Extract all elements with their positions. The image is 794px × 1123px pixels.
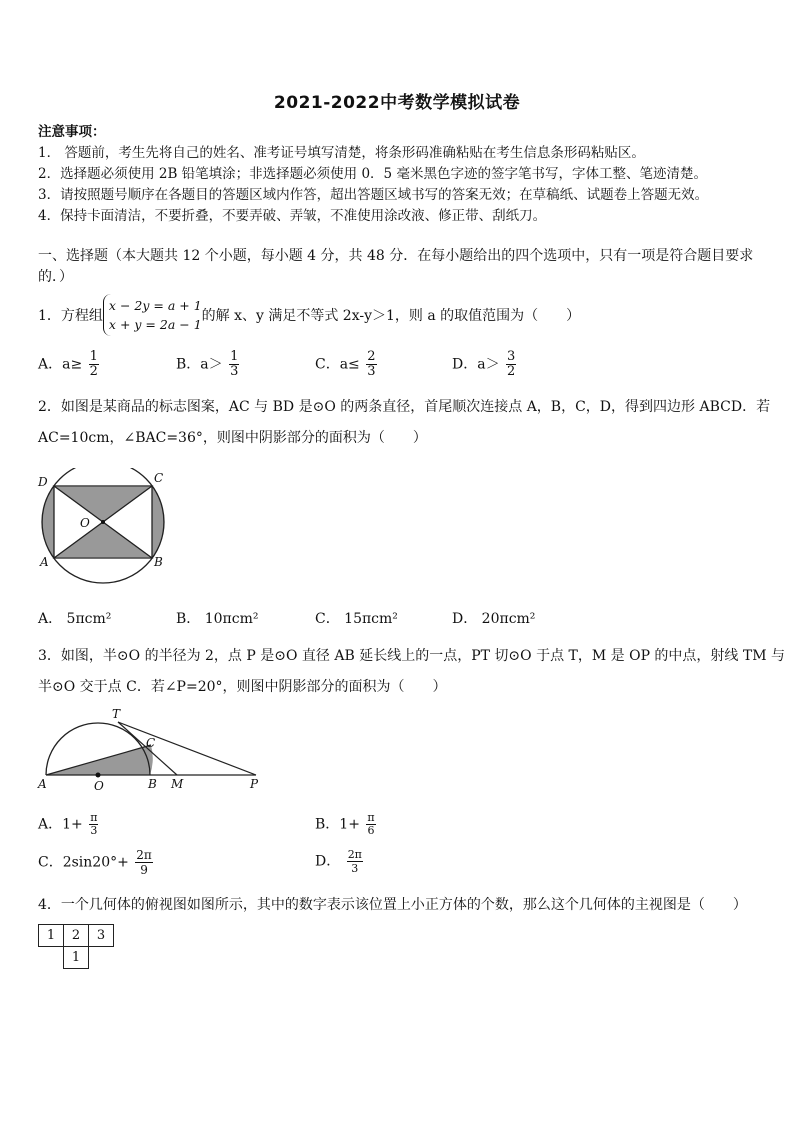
fraction: $\frac{3}{2}$ (507, 349, 516, 379)
q2-line2: AC=10cm，∠BAC=36°，则图中阴影部分的面积为（ ） (38, 430, 427, 446)
notice-item-2: 2．选择题必须使用 2B 铅笔填涂；非选择题必须使用 0．5 毫米黑色字迹的签字笔书写，字体工整、笔迹清楚。 (38, 166, 707, 182)
q1-suffix: 的解 x、y 满足不等式 2x-y＞1，则 a 的取值范围为（ ） (201, 308, 581, 324)
page-title: 2021-2022中考数学模拟试卷 (273, 93, 521, 113)
option-label: A．1+ (38, 816, 83, 833)
q3-option-a[interactable] (38, 812, 100, 837)
fraction: $\frac{\pi}{3}$ (90, 811, 98, 837)
q4-line1: 4．一个几何体的俯视图如图所示，其中的数字表示该位置上小正方体的个数，那么这个几何体的主视图是（ ） (38, 897, 747, 913)
option-label: A．a≥ (38, 356, 83, 373)
label-p: P (250, 777, 259, 791)
notice-item-3: 3．请按照题号顺序在各题目的答题区域内作答，超出答题区域书写的答案无效；在草稿纸、试题卷上答题无效。 (38, 187, 709, 203)
fraction: $\frac{2\pi}{3}$ (347, 848, 362, 875)
question-1 (38, 294, 580, 336)
equation-1: x − 2y = a + 1 (108, 298, 202, 313)
label-c: C (146, 736, 156, 750)
label-a: A (40, 555, 49, 569)
label-c: C (154, 471, 164, 485)
center-point (101, 520, 105, 524)
option-label: C．2sin20°+ (38, 854, 129, 871)
right-segment (152, 486, 164, 558)
top-triangle (54, 486, 152, 522)
q2-option-b[interactable]: B． 10πcm² (176, 611, 259, 627)
q1-option-b[interactable] (176, 350, 241, 379)
center-point (96, 773, 101, 778)
label-a: A (38, 777, 47, 791)
label-t: T (112, 707, 121, 721)
label-d: D (38, 475, 48, 489)
q2-line1: 2．如图是某商品的标志图案，AC 与 BD 是⊙O 的两条直径，首尾顺次连接点 A，B，C，D，得到四边形 ABCD．若 (38, 399, 771, 415)
notice-item-1: 1． 答题前，考生先将自己的姓名、准考证号填写清楚，将条形码准确粘贴在考生信息条形码粘贴区。 (38, 145, 645, 161)
q1-prefix: 1．方程组 (38, 308, 103, 324)
q2-option-d[interactable]: D． 20πcm² (452, 611, 536, 627)
label-o: O (94, 779, 104, 793)
q2-option-c[interactable]: C． 15πcm² (315, 611, 398, 627)
section-heading-line1: 一、选择题（本大题共 12 个小题，每小题 4 分，共 48 分．在每小题给出的四个选项中，只有一项是符合题目要求 (38, 248, 754, 264)
top-view-grid (38, 924, 114, 969)
fraction: $\frac{2\pi}{9}$ (136, 848, 152, 877)
circle-figure (34, 468, 174, 593)
q1-option-d[interactable] (452, 350, 518, 379)
q3-option-d[interactable] (315, 848, 365, 875)
q3-option-c[interactable] (38, 848, 155, 877)
option-label: B．1+ (315, 816, 360, 833)
q2-option-a[interactable]: A． 5πcm² (38, 611, 112, 627)
q1-option-a[interactable] (38, 350, 101, 379)
option-label: D． (315, 853, 341, 870)
equation-system (103, 294, 202, 336)
q3-line1: 3．如图，半⊙O 的半径为 2，点 P 是⊙O 直径 AB 延长线上的一点，PT 切⊙O 于点 T，M 是 OP 的中点，射线 TM 与 (38, 648, 786, 664)
q3-option-b[interactable] (315, 812, 378, 837)
grid-cell: 3 (89, 925, 114, 947)
label-m: M (171, 777, 184, 791)
label-o: O (80, 516, 90, 530)
fraction: $\frac{\pi}{6}$ (367, 811, 375, 837)
grid-cell-empty (89, 947, 114, 969)
q1-option-c[interactable] (315, 350, 379, 379)
label-b: B (154, 555, 163, 569)
option-label: D．a＞ (452, 356, 500, 373)
option-label: B．a＞ (176, 356, 223, 373)
grid-cell: 2 (64, 925, 89, 947)
notice-item-4: 4．保持卡面清洁，不要折叠，不要弄破、弄皱，不准使用涂改液、修正带、刮纸刀。 (38, 208, 547, 224)
option-label: C．a≤ (315, 356, 360, 373)
section-heading-line2: 的．） (38, 269, 73, 285)
notice-heading: 注意事项： (38, 124, 106, 140)
fraction: $\frac{1}{2}$ (89, 349, 98, 379)
left-segment (42, 486, 54, 558)
grid-cell-empty (39, 947, 64, 969)
label-b: B (148, 777, 157, 791)
fraction: $\frac{2}{3}$ (367, 349, 376, 379)
bottom-triangle (54, 522, 152, 558)
semicircle-figure (34, 702, 274, 796)
fraction: $\frac{1}{3}$ (230, 349, 239, 379)
grid-cell: 1 (64, 947, 89, 969)
q3-line2: 半⊙O 交于点 C．若∠P=20°，则图中阴影部分的面积为（ ） (38, 679, 447, 695)
equation-2: x + y = 2a − 1 (108, 317, 202, 332)
grid-cell: 1 (39, 925, 64, 947)
